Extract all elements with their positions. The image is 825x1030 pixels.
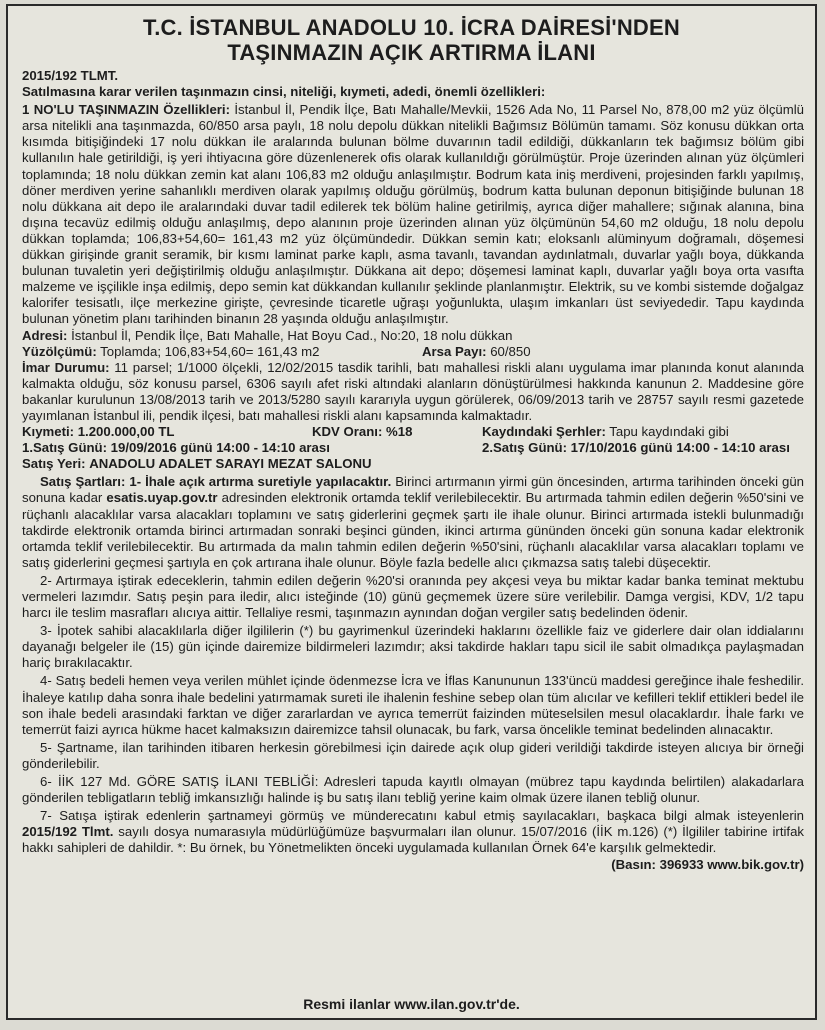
conditions-label: Satış Şartları: (40, 474, 126, 490)
share-value: 60/850 (490, 343, 531, 359)
sale1-label: 1.Satış Günü: (22, 440, 107, 456)
serh-label: Kaydındaki Şerhler: (482, 424, 606, 440)
condition-1-text-b: adresinden elektronik ortamda teklif verilebilecektir. Bu artırmada tahmin edilen değerin %50'sini ve rüçhanlı alacaklılar varsa alacakları toplamını ve satış giderlerini geçmek şartı ile ihale olunur. Birinci artırmada istekli bulunmadığı takdirde elektronik ortamda birinci artırmadan sonraki beşinci günden, ikinci artırma gününden önceki gün sonuna kadar elektronik ortamda teklif verilebilecektir. Bu artırmada da malın tahmin edilen değerin %50'sini, rüçhanlı alacaklılar varsa alacakları toplamı ve satış giderlerini geçmesi şartıyla en çok artırana ihale olunur. Böyle fazla bedelle alıcı çıkmazsa satış talebi düşecektir. (22, 490, 804, 570)
serh-value: Tapu kaydındaki gibi (609, 424, 729, 440)
newspaper-notice (6, 4, 817, 1020)
place-label: Satış Yeri: (22, 456, 86, 472)
title-line-1: T.C. İSTANBUL ANADOLU 10. İCRA DAİRESİ'NDEN (143, 15, 680, 40)
address-label: Adresi: (22, 327, 68, 343)
sale-place-row (22, 456, 804, 472)
esatis-link[interactable]: esatis.uyap.gov.tr (106, 490, 218, 506)
zoning-value: 11 parsel; 1/1000 ölçekli, 12/02/2015 tasdik tarihli, batı mahallesi riskli alanı uygulama imar planında konut alanında kalmakta olduğu, söz konusu parsel, 6306 sayılı afet riski altındaki alanların dönüştürülmesi hakkında kanunun 2. Maddesine göre bakanlar kurulunun 13/08/2013 tarih ve 2013/5280 sayılı kararıyla uygun görülerek, 06/09/2013 tarih ve 28757 sayılı resmi gazetede yayımlanan İstanbul ili, pendik ilçesi, batı mahallesi riskli alanı kapsamında kalmaktadır. (22, 359, 804, 423)
kdv-value: %18 (386, 424, 413, 440)
sale2-value: 17/10/2016 günü 14:00 - 14:10 arası (570, 440, 790, 456)
condition-7-text-b: sayılı dosya numarasıyla müdürlüğümüze başvurmaları ilan olunur. 15/07/2016 (İİK m.126) (*) İlgililer tabirine irtifak hakkı sahipleri de dahildir. *: Bu örnek, bu Yönetmelikten önceki uygulamada kullanılan Örnek 64'e karşılık gelmektedir. (22, 824, 804, 856)
section-heading: Satılmasına karar verilen taşınmazın cinsi, niteliği, kıymeti, adedi, önemli özellikleri: (22, 84, 546, 100)
notice-title (8, 15, 815, 65)
value-label: Kıymeti: (22, 424, 75, 440)
sale1-value: 19/09/2016 günü 14:00 - 14:10 arası (110, 440, 330, 456)
condition-7-text-a: 7- Satışa iştirak edenlerin şartnameyi görmüş ve münderecatını kabul etmiş sayılacakları, başkaca bilgi almak isteyenlerin (40, 808, 804, 824)
area-label: Yüzölçümü: (22, 343, 97, 359)
notice-body (22, 68, 804, 873)
value-amount: 1.200.000,00 TL (77, 424, 175, 440)
kdv-label: KDV Oranı: (312, 424, 383, 440)
zoning-row (22, 360, 804, 424)
condition-7-file-no: 2015/192 Tlmt. (22, 824, 114, 840)
place-value: ANADOLU ADALET SARAYI MEZAT SALONU (89, 456, 372, 472)
property-description (22, 102, 804, 327)
value-row (22, 424, 804, 440)
condition-7 (22, 808, 804, 856)
title-line-2: TAŞINMAZIN AÇIK ARTIRMA İLANI (227, 40, 596, 65)
condition-1-title: 1- İhale açık artırma suretiyle yapılacaktır. (129, 474, 392, 490)
zoning-label: İmar Durumu: (22, 359, 110, 375)
property-text: İstanbul İl, Pendik İlçe, Batı Mahalle/Mevkii, 1526 Ada No, 11 Parsel No, 878,00 m2 yüz ölçümlü arsa nitelikli ana taşınmazda, 60/850 arsa paylı, 18 nolu depolu dükkan nitelikli Bağımsız Bölümün tamamı. Söz konusu dükkan orta kısımda bitişiğindeki 17 nolu dükkan ile aralarında bulunan bölme duvarının tadil edildiği, dükkanların tek bağımsız bölüm gibi kullanılın hale getirildiği, iş yeri ihtiyacına göre düzenlenerek ofis olarak kullanıldığı görülmüştür. Proje üzerinden alınan yüz ölçümleri toplamında; 18 nolu dükkan zemin kat alanı 106,83 m2 olduğu anlaşılmıştır. Bodrum kata iniş merdiveni, projesinden farklı yapılmış, döner merdiven yerine sahanlıklı merdiven olarak yapılmış olduğu görülmüş, bodrum katta bulunan deponun bitişiğinde bulunan 18 nolu dükkana ait depo ile aralarındaki duvar tadil edilerek tek bölüm haline getirilmiş, ayrıca diğer mahallere; sığınak alanına, bina dışına tecavüz edilmiş olduğu anlaşılmış, depo alanının proje üzerinden alınan yüz ölçümünün 54,60 m2 olduğu, 18 nolu depolu dükkan toplamda; 106,83+54,60= 161,43 m2 yüz ölçümündedir. Dükkan semin katı; eloksanlı alüminyum doğramalı, döşemesi dükkan girişinde granit seramik, bir kısmı laminat parke kaplı, asma tavanlı, tavandan aydınlatmalı, duvarlar yağlı boya, dükkanda bulunan tuvaletin yeri değiştirilmiş olduğu anlaşılmıştır. Dükkana ait depo; döşemesi laminat kaplı, duvarlar yağlı boya orta vasıfta malzeme ve işçilikle inşa edilmiş, depo semin kat dükkandan kullanılır şeklinde planlanmıştır. Elektrik, su ve kombi sistemde doğalgaz kalorifer tesisatlı, ilçe merkezine girişte, çevresinde ticaretle uğraşı yoğunlukta, ulaşım imkanları üst seviyededir. Tapu kaydında bulunan yönetim planı tarihinden binanın 28 yaşında olduğu anlaşılmıştır. (22, 102, 804, 327)
sale-dates-row (22, 440, 804, 456)
condition-2: 2- Artırmaya iştirak edeceklerin, tahmin edilen değerin %20'si oranında pey akçesi veya bu miktar kadar banka teminat mektubu vermeleri lazımdır. Satış peşin para iledir, alıcı isteğinde (10) günü geçmemek üzere süre verilebilir. Damga vergisi, KDV, 1/2 tapu harcı ile teslim masrafları alıcıya aittir. Tellaliye resmi, taşınmazın aynından doğan vergiler satış bedelinden ödenir. (22, 572, 804, 621)
footer-note: Resmi ilanlar www.ilan.gov.tr'de. (303, 996, 520, 1012)
condition-3: 3- İpotek sahibi alacaklılarla diğer ilgililerin (*) bu gayrimenkul üzerindeki haklarını özellikle faiz ve giderlere dair olan iddialarını dayanağı belgeler ile (15) gün içinde dairemize bildirmeleri lazımdır; aksi takdirde hakları tapu sicil ile sabit olmadıkça paylaşmadan hariç bırakılacaktır. (22, 623, 804, 671)
share-label: Arsa Payı: (422, 343, 487, 359)
press-code: (Basın: 396933 www.bik.gov.tr) (611, 856, 804, 872)
sale2-label: 2.Satış Günü: (482, 440, 567, 456)
file-number: 2015/192 TLMT. (22, 68, 119, 83)
condition-6: 6- İİK 127 Md. GÖRE SATIŞ İLANI TEBLİĞİ: Adresleri tapuda kayıtlı olmayan (mübrez tapu kaydında belirtilen) alakadarlara gönderilen tebligatların tebliğ imkansızlığı halinde iş bu satış ilanı tebliğ yerine kaim olmak üzere ilanen tebliğ olunur. (22, 774, 804, 806)
condition-1 (22, 474, 804, 571)
area-row (22, 344, 804, 360)
condition-5: 5- Şartname, ilan tarihinden itibaren herkesin görebilmesi için dairede açık olup gideri verildiği takdirde isteyen alıcıya bir örneği gönderilebilir. (22, 739, 804, 771)
condition-1-text-a: Birinci artırmanın yirmi gün öncesinden, artırma tarihinden önceki gün sonuna kadar (22, 474, 804, 506)
property-label: 1 NO'LU TAŞINMAZIN Özellikleri: (22, 102, 230, 118)
area-value: Toplamda; 106,83+54,60= 161,43 m2 (100, 343, 320, 359)
address-row (22, 328, 804, 344)
address-value: İstanbul İl, Pendik İlçe, Batı Mahalle, Hat Boyu Cad., No:20, 18 nolu dükkan (71, 327, 513, 343)
condition-4: 4- Satış bedeli hemen veya verilen mühlet içinde ödenmezse İcra ve İflas Kanununun 133'üncü maddesi gereğince ihale feshedilir. İhaleye katılıp daha sonra ihale bedelini yatırmamak sureti ile ihalenin feshine sebep olan tüm alıcılar ve kefilleri teklif ettikleri bedel ile son ihale bedeli arasındaki farktan ve diğer zararlardan ve ayrıca temerrüt faizinden müteselsilen mesul olacaklardır. İhale farkı ve temerrüt faizi ayrıca hükme hacet kalmaksızın dairemizce tahsil olunacak, bu fark, varsa öncelikle teminat bedelinden alınacaktır. (22, 673, 804, 737)
